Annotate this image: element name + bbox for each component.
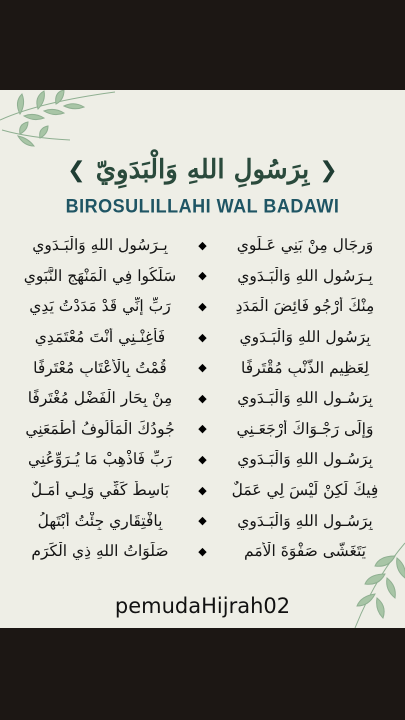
poem-title	[0, 148, 405, 192]
separator-icon: ◆	[198, 269, 207, 283]
verse-second-half: مِنْكَ أَرْجُو فَائِضَ الْمَدَدِ	[235, 297, 375, 316]
title-latin: BIROSULILLAHI WAL BADAWI	[65, 194, 340, 217]
verse-second-half: وَرِجَالٍ مِنْ بَنِي عَـلَوِي	[236, 236, 374, 255]
verse-second-half: بِـرَسُولِ اللهِ وَالْبَـدَوِي	[237, 266, 373, 285]
verse-second-half: وَإِلَى رَجْـوَاكَ أَرْجَعَـنِي	[236, 419, 374, 438]
separator-icon: ◆	[198, 361, 207, 375]
verse-line	[14, 536, 391, 567]
verse-second-half: بِرَسُـولِ اللهِ وَالْبَـدَوِي	[237, 511, 373, 530]
separator-icon: ◆	[198, 422, 207, 436]
poem-card	[0, 90, 405, 628]
separator-icon: ◆	[198, 391, 207, 405]
verse-first-half: قُمْتُ بِالْأَعْتَابِ مُعْتَرِفًا	[33, 358, 167, 377]
verse-line	[14, 444, 391, 475]
verse-first-half: مِنْ بِحَارِ الْفَضْلِ مُغْتَرِفًا	[27, 389, 173, 408]
verse-second-half: يَتَغَشَّى صَفْوَةَ الْأُمَمِ	[244, 542, 366, 561]
verse-second-half: بِرَسُـولِ اللهِ وَالْبَـدَوِي	[237, 389, 373, 408]
verse-line	[14, 383, 391, 414]
verse-first-half: رَبِّ فَاذْهِبْ مَا يُـرَوِّعُنِي	[27, 450, 173, 469]
verse-line	[14, 322, 391, 353]
verse-second-half: فِيكَ لَكِنْ لَيْسَ لِي عَمَلٌ	[231, 481, 379, 500]
verse-first-half: رَبِّ إِنِّي قَدْ مَدَدْتُ يَدِي	[29, 297, 171, 316]
separator-icon: ◆	[198, 238, 207, 252]
title-arabic: بِرَسُولِ اللهِ وَالْبَدَوِيّ	[95, 155, 310, 185]
verse-line	[14, 352, 391, 383]
separator-icon: ◆	[198, 330, 207, 344]
verse-first-half: بِـرَسُولِ اللهِ وَالْبَـدَوِي	[32, 236, 168, 255]
verse-first-half: بِافْتِقَارِي جِئْتُ أَبْتَهِلُ	[37, 511, 163, 530]
verse-line	[14, 414, 391, 445]
separator-icon: ◆	[198, 483, 207, 497]
verse-line	[14, 230, 391, 261]
verse-line	[14, 475, 391, 506]
watermark-text: pemudaHijrah02	[114, 594, 291, 618]
ornament-right-icon: ❯	[319, 157, 338, 183]
ornament-left-icon: ❮	[67, 157, 86, 183]
verse-first-half: فَأَغِنْـنِي أَنْتَ مُعْتَمَدِي	[34, 328, 166, 347]
verse-line	[14, 505, 391, 536]
verse-first-half: سَلَكُوا فِي الْمَنْهَجِ النَّبَوِي	[23, 266, 177, 285]
verse-list	[14, 230, 391, 567]
separator-icon: ◆	[198, 514, 207, 528]
verse-first-half: جُودُكَ الْمَأْلُوفُ أَطْمَعَنِي	[25, 419, 175, 438]
separator-icon: ◆	[198, 452, 207, 466]
verse-second-half: لِعَظِيمِ الذَّنْبِ مُقْتَرِفًا	[241, 358, 369, 377]
separator-icon: ◆	[198, 544, 207, 558]
verse-second-half: بِرَسُـولِ اللهِ وَالْبَـدَوِي	[237, 450, 373, 469]
verse-line	[14, 261, 391, 292]
separator-icon: ◆	[198, 299, 207, 313]
verse-first-half: صَلَوَاتُ اللهِ ذِي الْكَرَمِ	[31, 542, 169, 561]
verse-second-half: بِرَسُولِ اللهِ وَالْبَـدَوِي	[239, 328, 371, 347]
verse-first-half: بَاسِطٌ كَفِّي وَلِـي أَمَـلٌ	[30, 481, 170, 500]
verse-line	[14, 291, 391, 322]
